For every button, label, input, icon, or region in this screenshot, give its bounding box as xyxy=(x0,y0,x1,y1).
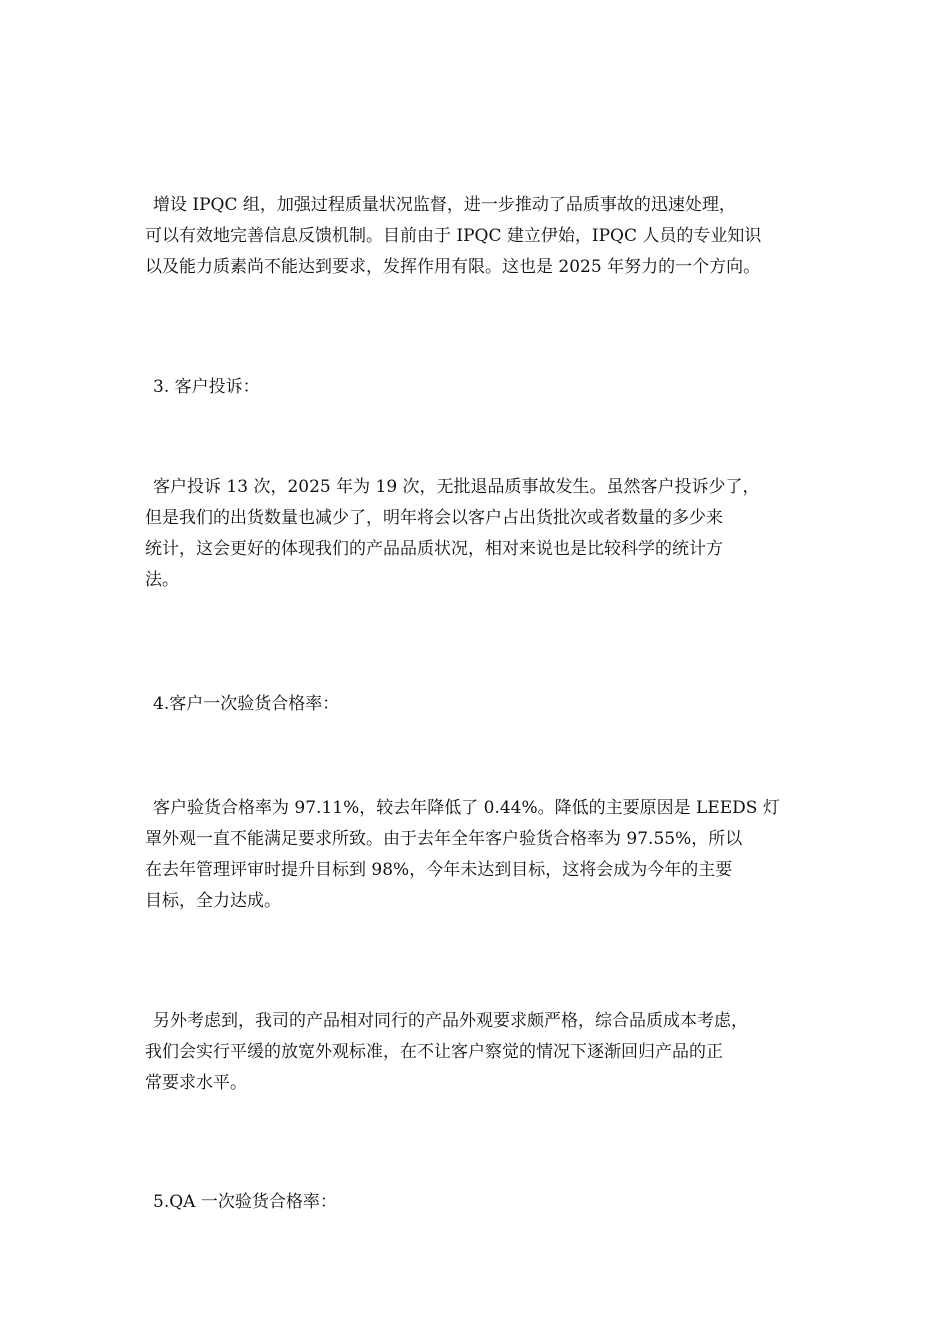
text-line: 客户投诉 13 次，2025 年为 19 次，无批退品质事故发生。虽然客户投诉少了， xyxy=(153,477,760,497)
text-line: 另外考虑到，我司的产品相对同行的产品外观要求颇严格，综合品质成本考虑， xyxy=(153,1011,748,1031)
paragraph-appearance xyxy=(145,1006,835,1099)
text-line: 可以有效地完善信息反馈机制。目前由于 IPQC 建立伊始，IPQC 人员的专业知识 xyxy=(145,226,762,246)
paragraph-pass-rate xyxy=(145,793,835,917)
text-line: 以及能力质素尚不能达到要求，发挥作用有限。这也是 2025 年努力的一个方向。 xyxy=(145,257,761,277)
text-line: 客户验货合格率为 97.11%，较去年降低了 0.44%。降低的主要原因是 LEEDS 灯 xyxy=(153,798,780,818)
text-line: 增设 IPQC 组，加强过程质量状况监督，进一步推动了品质事故的迅速处理， xyxy=(153,195,736,215)
text-line: 常要求水平。 xyxy=(145,1073,247,1093)
section-heading-4: 4.客户一次验货合格率： xyxy=(153,694,340,714)
paragraph-complaints xyxy=(145,472,835,596)
text-line: 我们会实行平缓的放宽外观标准，在不让客户察觉的情况下逐渐回归产品的正 xyxy=(145,1042,723,1062)
text-line: 统计，这会更好的体现我们的产品品质状况，相对来说也是比较科学的统计方 xyxy=(145,539,723,559)
paragraph-ipqc xyxy=(145,190,835,283)
section-heading-5: 5.QA 一次验货合格率： xyxy=(153,1192,337,1212)
text-line: 法。 xyxy=(145,570,179,590)
text-line: 目标，全力达成。 xyxy=(145,891,281,911)
text-line: 罩外观一直不能满足要求所致。由于去年全年客户验货合格率为 97.55%，所以 xyxy=(145,829,743,849)
text-line: 但是我们的出货数量也减少了，明年将会以客户占出货批次或者数量的多少来 xyxy=(145,508,723,528)
section-heading-3: 3. 客户投诉： xyxy=(153,377,260,397)
text-line: 在去年管理评审时提升目标到 98%，今年未达到目标，这将会成为今年的主要 xyxy=(145,860,733,880)
